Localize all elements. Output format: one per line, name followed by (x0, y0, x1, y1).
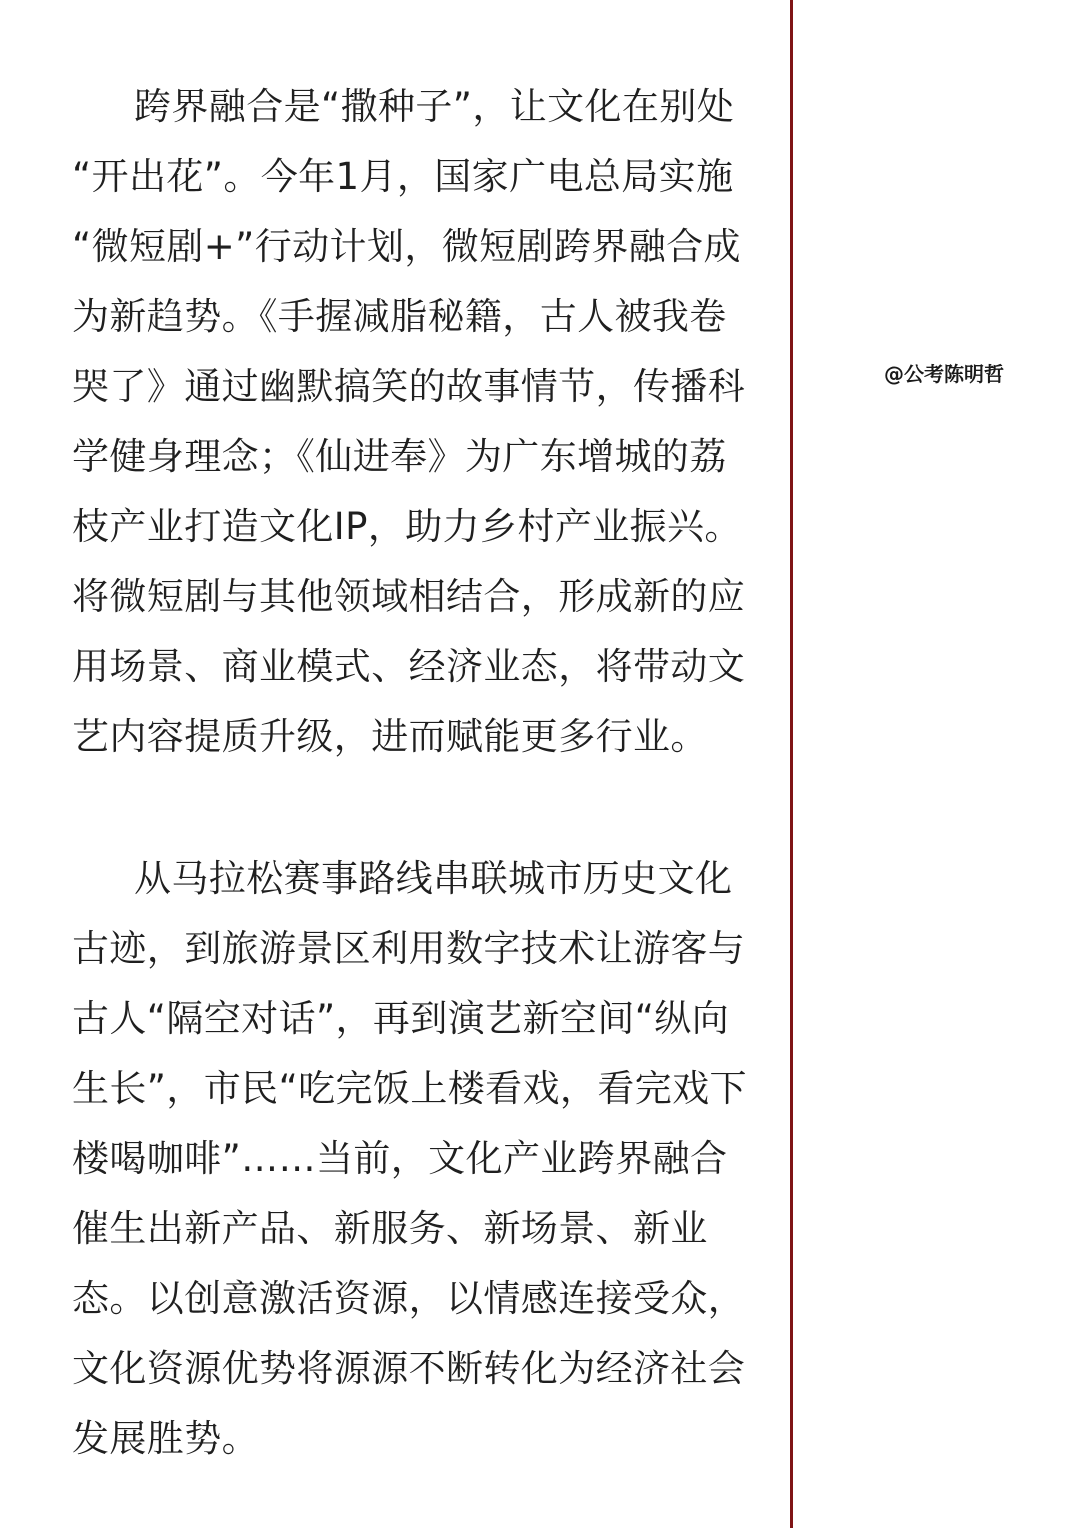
text-line: 发展胜势。 (72, 1417, 259, 1460)
text-line: 楼喝咖啡”……当前，文化产业跨界融合 (72, 1137, 728, 1180)
text-line: “微短剧+”行动计划，微短剧跨界融合成 (72, 225, 741, 268)
text-line: 将微短剧与其他领域相结合，形成新的应 (72, 575, 746, 618)
text-line: 催生出新产品、新服务、新场景、新业 (72, 1207, 708, 1250)
text-line: 为新趋势。《手握减脂秘籍，古人被我卷 (72, 295, 727, 338)
text-line: “开出花”。今年1月，国家广电总局实施 (72, 155, 734, 198)
text-line: 学健身理念；《仙进奉》为广东增城的荔 (72, 435, 727, 478)
text-line: 态。以创意激活资源，以情感连接受众， (72, 1277, 746, 1320)
text-line: 用场景、商业模式、经济业态，将带动文 (72, 645, 746, 688)
text-line: 文化资源优势将源源不断转化为经济社会 (72, 1347, 746, 1390)
paragraph-2 (72, 844, 747, 1474)
text-line: 从马拉松赛事路线串联城市历史文化 (134, 857, 733, 900)
text-line: 古人“隔空对话”，再到演艺新空间“纵向 (72, 997, 730, 1040)
text-line: 跨界融合是“撒种子”，让文化在别处 (134, 85, 735, 128)
author-watermark: @公考陈明哲 (884, 362, 1004, 386)
text-line: 枝产业打造文化IP，助力乡村产业振兴。 (72, 505, 742, 548)
paragraph-1 (72, 72, 746, 772)
text-line: 哭了》通过幽默搞笑的故事情节，传播科 (72, 365, 746, 408)
article-body (72, 72, 747, 1474)
vertical-divider (790, 0, 793, 1528)
text-line: 古迹，到旅游景区利用数字技术让游客与 (72, 927, 746, 970)
text-line: 生长”，市民“吃完饭上楼看戏，看完戏下 (72, 1067, 747, 1110)
text-line: 艺内容提质升级，进而赋能更多行业。 (72, 715, 708, 758)
paragraph-spacer (72, 772, 740, 844)
